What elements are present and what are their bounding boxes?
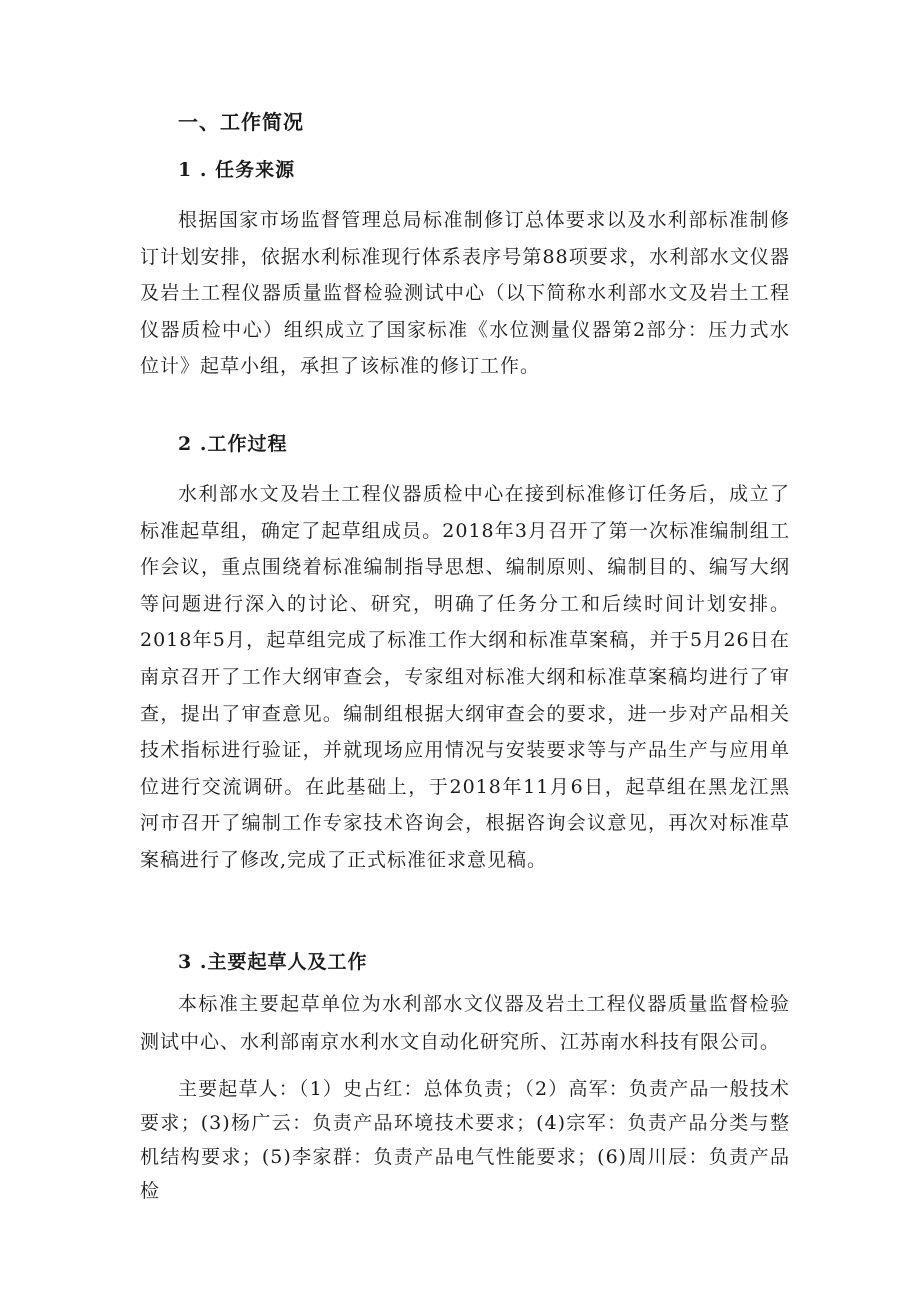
subsection-title-drafters: 3 .主要起草人及工作 [178, 951, 368, 973]
paragraph-work-process: 水利部水文及岩土工程仪器质检中心在接到标准修订任务后，成立了标准起草组，确定了起草组成员。2018年3月召开了第一次标准编制组工作会议，重点围绕着标准编制指导思想、编制原则、编制目的、编写大纲等问题进行深入的讨论、研究，明确了任务分工和后续时间计划安排。2018年5月，起草组完成了标准工作大纲和标准草案稿，并于5月26日在南京召开了工作大纲审查会，专家组对标准大纲和标准草案稿均进行了审查，提出了审查意见。编制组根据大纲审查会的要求，进一步对产品相关技术指标进行验证，并就现场应用情况与安装要求等与产品生产与应用单位进行交流调研。在此基础上，于2018年11月6日，起草组在黑龙江黑河市召开了编制工作专家技术咨询会，根据咨询会议意见，再次对标准草案稿进行了修改,完成了正式标准征求意见稿。 [140, 483, 790, 871]
paragraph-task-source: 根据国家市场监督管理总局标准制修订总体要求以及水利部标准制修订计划安排，依据水利标准现行体系表序号第88项要求，水利部水文仪器及岩土工程仪器质量监督检验测试中心（以下简称水利部水文及岩土工程仪器质检中心）组织成立了国家标准《水位测量仪器第2部分：压力式水位计》起草小组，承担了该标准的修订工作。 [140, 209, 790, 378]
subsection-title-task-source: 1 . 任务来源 [178, 159, 296, 181]
paragraph-main-drafters: 主要起草人：（1）史占红：总体负责；（2）高军：负责产品一般技术要求；(3)杨广云：负责产品环境技术要求；(4)宗军：负责产品分类与整机结构要求；(5)李家群：负责产品电气性能要求；(6)周川辰：负责产品检 [140, 1078, 790, 1202]
paragraph-drafting-units: 本标准主要起草单位为水利部水文仪器及岩土工程仪器质量监督检验测试中心、水利部南京水利水文自动化研究所、江苏南水科技有限公司。 [140, 993, 790, 1053]
subsection-title-work-process: 2 .工作过程 [178, 433, 288, 455]
section-title: 一、工作简况 [178, 110, 304, 134]
